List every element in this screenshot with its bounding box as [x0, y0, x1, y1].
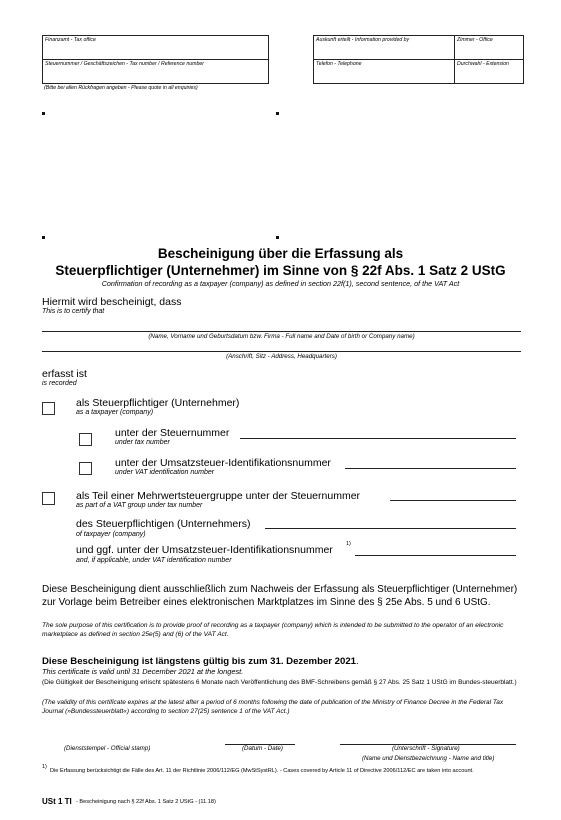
- validity-statement-bold: Diese Bescheinigung ist längstens gültig bis zum 31. Dezember 2021: [42, 656, 357, 667]
- name-field-caption: (Name, Vorname und Geburtsdatum bzw. Firma - Full name and Date of birth or Company name): [148, 333, 415, 340]
- taxpayer-label-en: as a taxpayer (company): [76, 409, 154, 416]
- date-caption: (Datum - Date): [242, 745, 283, 752]
- recorded-label-en: is recorded: [42, 380, 77, 387]
- recorded-label: erfasst ist: [42, 368, 87, 380]
- form-id: USt 1 TI: [42, 797, 72, 806]
- vat-id-option-label-en: under VAT identification number: [115, 469, 215, 476]
- extension-box: [454, 59, 524, 84]
- certify-label-en: This is to certify that: [42, 308, 105, 315]
- tax-office-label: Finanzamt - Tax office: [45, 37, 96, 43]
- tax-number-box: [42, 59, 269, 84]
- vat-group-label-en: as part of a VAT group under tax number: [76, 502, 203, 509]
- taxpayer-label: als Steuerpflichtiger (Unternehmer): [76, 397, 240, 409]
- phone-label: Telefon - Telephone: [316, 61, 362, 67]
- group-vat-label-en: and, if applicable, under VAT identification number: [76, 557, 232, 564]
- validity-statement-en: This certificate is valid until 31 December 2021 at the longest.: [42, 667, 244, 676]
- enquiry-note: (Bitte bei allen Rückfragen angeben - Please quote in all enquiries): [44, 85, 198, 91]
- extension-label: Durchwahl - Extension: [457, 61, 509, 67]
- group-vat-label: und ggf. unter der Umsatzsteuer-Identifikationsnummer: [76, 544, 333, 556]
- group-taxpayer-label-en: of taxpayer (company): [76, 531, 146, 538]
- room-box: [454, 35, 524, 60]
- name-title-caption: (Name und Dienstbezeichnung - Name and title): [362, 755, 495, 762]
- vat-group-tax-number-line[interactable]: [390, 500, 516, 501]
- vat-group-checkbox[interactable]: [42, 492, 55, 505]
- footnote-text: Die Erfassung berücksichtigt die Fälle des Art. 11 der Richtlinie 2006/112/EG (MwStSystRL). - Cases covered by Article 11 of Directive 2006/112/EC are taken into account.: [50, 768, 474, 774]
- info-by-box: [313, 35, 455, 60]
- info-by-label: Auskunft erteilt - Information provided by: [316, 37, 410, 43]
- form-description: - Bescheinigung nach § 22f Abs. 1 Satz 2 UStG - (11.18): [76, 799, 216, 805]
- tax-number-option-label-en: under tax number: [115, 439, 170, 446]
- vat-id-option-label: unter der Umsatzsteuer-Identifikationsnummer: [115, 457, 331, 469]
- tax-number-field-line[interactable]: [240, 438, 516, 439]
- tax-number-checkbox[interactable]: [79, 433, 92, 446]
- footnote-marker: 1): [42, 764, 47, 770]
- certify-label: Hiermit wird bescheinigt, dass: [42, 296, 182, 308]
- official-stamp-caption: (Dienststempel - Official stamp): [64, 745, 151, 752]
- validity-note: (Die Gültigkeit der Bescheinigung erlischt spätestens 6 Monate nach Veröffentlichung des BMF-Schreibens gemäß § 27 Abs. 25 Satz 1 UStG im Bundes-steuerblatt.): [42, 679, 517, 686]
- tax-number-option-label: unter der Steuernummer: [115, 427, 230, 439]
- corner-mark-top-left: [42, 112, 45, 115]
- validity-note-en: (The validity of this certificate expires at the latest after a period of 6 months following the date of publication of the Ministry of Finance Decree in the Federal Tax Journal (»Bundessteuerblatt«) according to section 27(25) sentence 1 of the VAT Act.): [42, 699, 504, 715]
- document-title-line1: Bescheinigung über die Erfassung als: [157, 246, 404, 261]
- corner-mark-bottom-right: [276, 236, 279, 239]
- validity-statement: [42, 657, 359, 667]
- signature-caption: (Unterschrift - Signature): [392, 745, 460, 752]
- vat-id-field-line[interactable]: [345, 468, 516, 469]
- name-field-line[interactable]: [42, 331, 521, 332]
- group-vat-field-line[interactable]: [355, 555, 516, 556]
- group-taxpayer-field-line[interactable]: [265, 528, 516, 529]
- purpose-text: Diese Bescheinigung dient ausschließlich zum Nachweis der Erfassung als Steuerpflichtiger (Unternehmer) zur Vorlage beim Betreiber eines elektronischen Marktplatzes im Sinne des § 25e Abs. 5 und 6 UStG.: [42, 584, 518, 608]
- purpose-text-en: The sole purpose of this certification is to provide proof of recording as a taxpayer (company) which is intended to be submitted to the operator of an electronic marketplace as defined in section 25e(5) and (6) of the VAT Act.: [42, 622, 504, 638]
- vat-id-checkbox[interactable]: [79, 462, 92, 475]
- tax-number-label: Steuernummer / Geschäftszeichen - Tax number / Reference number: [45, 61, 204, 67]
- corner-mark-top-right: [276, 112, 279, 115]
- room-label: Zimmer - Office: [457, 37, 493, 43]
- address-field-caption: (Anschrift, Sitz - Address, Headquarters): [226, 353, 337, 360]
- tax-office-box: [42, 35, 269, 60]
- document-subtitle: Confirmation of recording as a taxpayer (company) as defined in section 22f(1), second sentence, of the VAT Act: [101, 279, 460, 288]
- validity-statement-end: .: [356, 656, 359, 667]
- group-taxpayer-label: des Steuerpflichtigen (Unternehmers): [76, 518, 251, 530]
- group-vat-footnote-ref: 1): [346, 541, 351, 547]
- phone-box: [313, 59, 455, 84]
- address-field-line[interactable]: [42, 351, 521, 352]
- document-title-line2: Steuerpflichtiger (Unternehmer) im Sinne von § 22f Abs. 1 Satz 2 UStG: [55, 263, 506, 278]
- taxpayer-checkbox[interactable]: [42, 402, 55, 415]
- corner-mark-bottom-left: [42, 236, 45, 239]
- vat-group-label: als Teil einer Mehrwertsteuergruppe unter der Steuernummer: [76, 490, 361, 502]
